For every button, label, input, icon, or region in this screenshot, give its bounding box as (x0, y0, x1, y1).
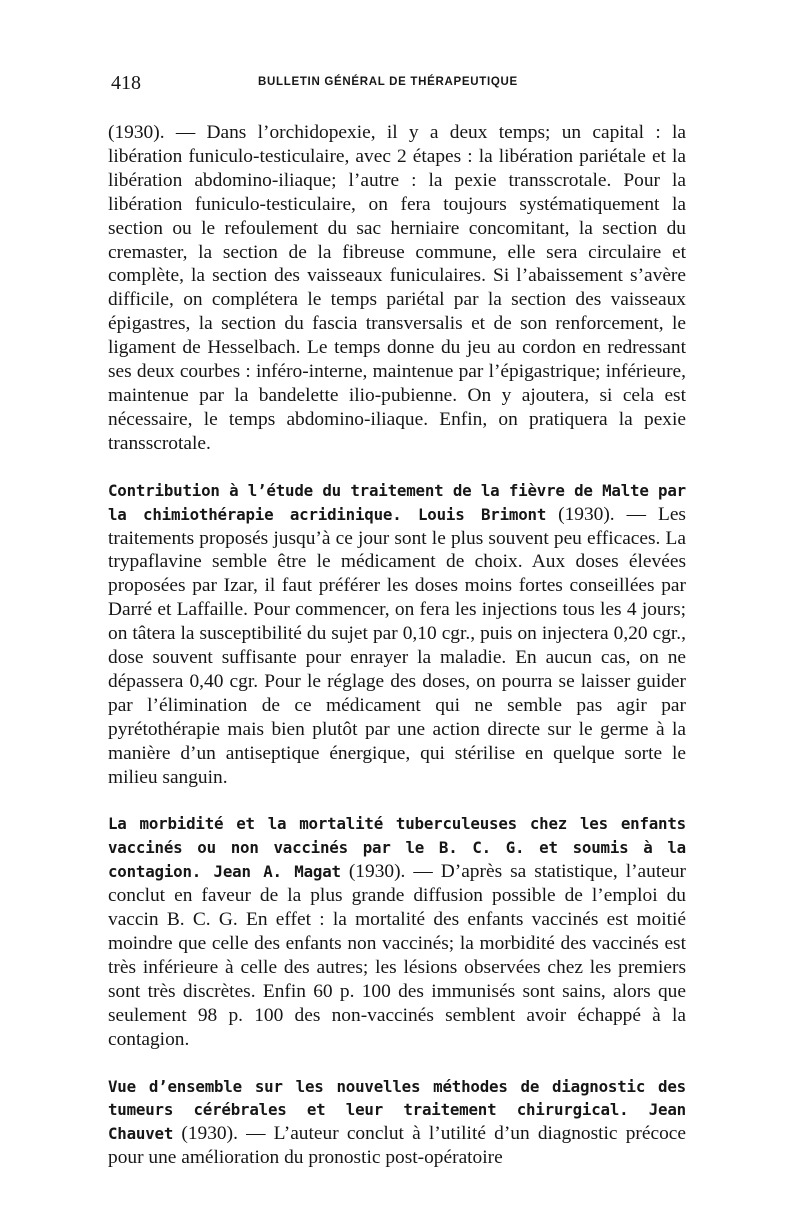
page (108, 72, 686, 1170)
article-year: (1930). (558, 503, 615, 525)
page-header (108, 72, 686, 98)
article-title: La morbidité et la mortalité tuberculeuses chez les enfants vaccinés ou non vaccinés par le B. C. G. et soumis à la contagion. Jean A. Magat (108, 814, 686, 882)
article-year: (1930). (181, 1123, 238, 1145)
article-title: Vue d’ensemble sur les nouvelles méthodes de diagnostic des tumeurs cérébrales et leur traitement chirurgical. Jean Chauvet (108, 1076, 686, 1144)
continuation-paragraph: (1930). — Dans l’orchidopexie, il y a deux temps; un capital : la libération funiculo-testiculaire, avec 2 étapes : la libération pariétale et la libération abdomino-iliaque; l’autre : la pexie transscrotale. Pour la libération funiculo-testiculaire, on fera toujours systématiquement la section ou le refoulement du sac herniaire concomitant, la section du cremaster, la section de la fibreuse commune, elle sera circulaire et complète, la section des vaisseaux funiculaires. Si l’abaissement s’avère difficile, on complétera le temps pariétal par la section des vaisseaux épigastres, la section du fascia transversalis et de son renforcement, le ligament de Hesselbach. Le temps donne du jeu au cordon en redressant ses deux courbes : inféro-interne, maintenue par l’épigastrique; inférieure, maintenue par la bandelette ilio-pubienne. On y ajoutera, si cela est nécessaire, le temps abdomino-iliaque. Enfin, on pratiquera la pexie transscrotale. (108, 122, 686, 454)
article-year: (1930). (348, 861, 406, 883)
article-morbidite-tuberculeuse (108, 812, 686, 1051)
article-tumeurs-cerebrales (108, 1075, 686, 1171)
article-text: — D’après sa statistique, l’auteur conclut en faveur de la plus grande diffusion possible de l’emploi du vaccin B. C. G. En effet : la mortalité des enfants vaccinés est moitié moindre que celle des enfants non vaccinés; la morbidité des vaccinés est très inférieure à celle des autres; les lésions observées chez les premiers sont très discrètes. Enfin 60 p. 100 des immunisés sont sains, alors que seulement 98 p. 100 des non-vaccinés semblent avoir échappé à la contagion. (108, 861, 686, 1050)
article-text: — Les traitements proposés jusqu’à ce jour sont le plus souvent peu efficaces. La trypaflavine semble être le médicament de choix. Aux doses élevées proposées par Izar, il faut préférer les doses moins fortes conseillées par Darré et Laffaille. Pour commencer, on fera les injections tous les 4 jours; on tâtera la susceptibilité du sujet par 0,10 cgr., puis on injectera 0,20 cgr., dose souvent suffisante pour enrayer la maladie. En aucun cas, on ne dépassera 0,40 cgr. Pour le réglage des doses, on pourra se laisser guider par l’élimination de ce médicament qui ne semble pas agir par pyrétothérapie mais bien plutôt par une action directe sur le germe à la manière d’un antiseptique énergique, qui stérilise en quelque sorte le milieu sanguin. (108, 503, 686, 788)
article-contribution-malte (108, 479, 686, 790)
article-title: Contribution à l’étude du traitement de la fièvre de Malte par la chimiothérapie acridinique. Louis Brimont (108, 480, 686, 524)
article-text: — L’auteur conclut à l’utilité d’un diagnostic précoce pour une amélioration du pronostic post-opératoire (108, 1123, 686, 1169)
page-number: 418 (111, 72, 141, 94)
running-title: BULLETIN GÉNÉRAL DE THÉRAPEUTIQUE (258, 76, 518, 88)
page-body (108, 121, 686, 1170)
